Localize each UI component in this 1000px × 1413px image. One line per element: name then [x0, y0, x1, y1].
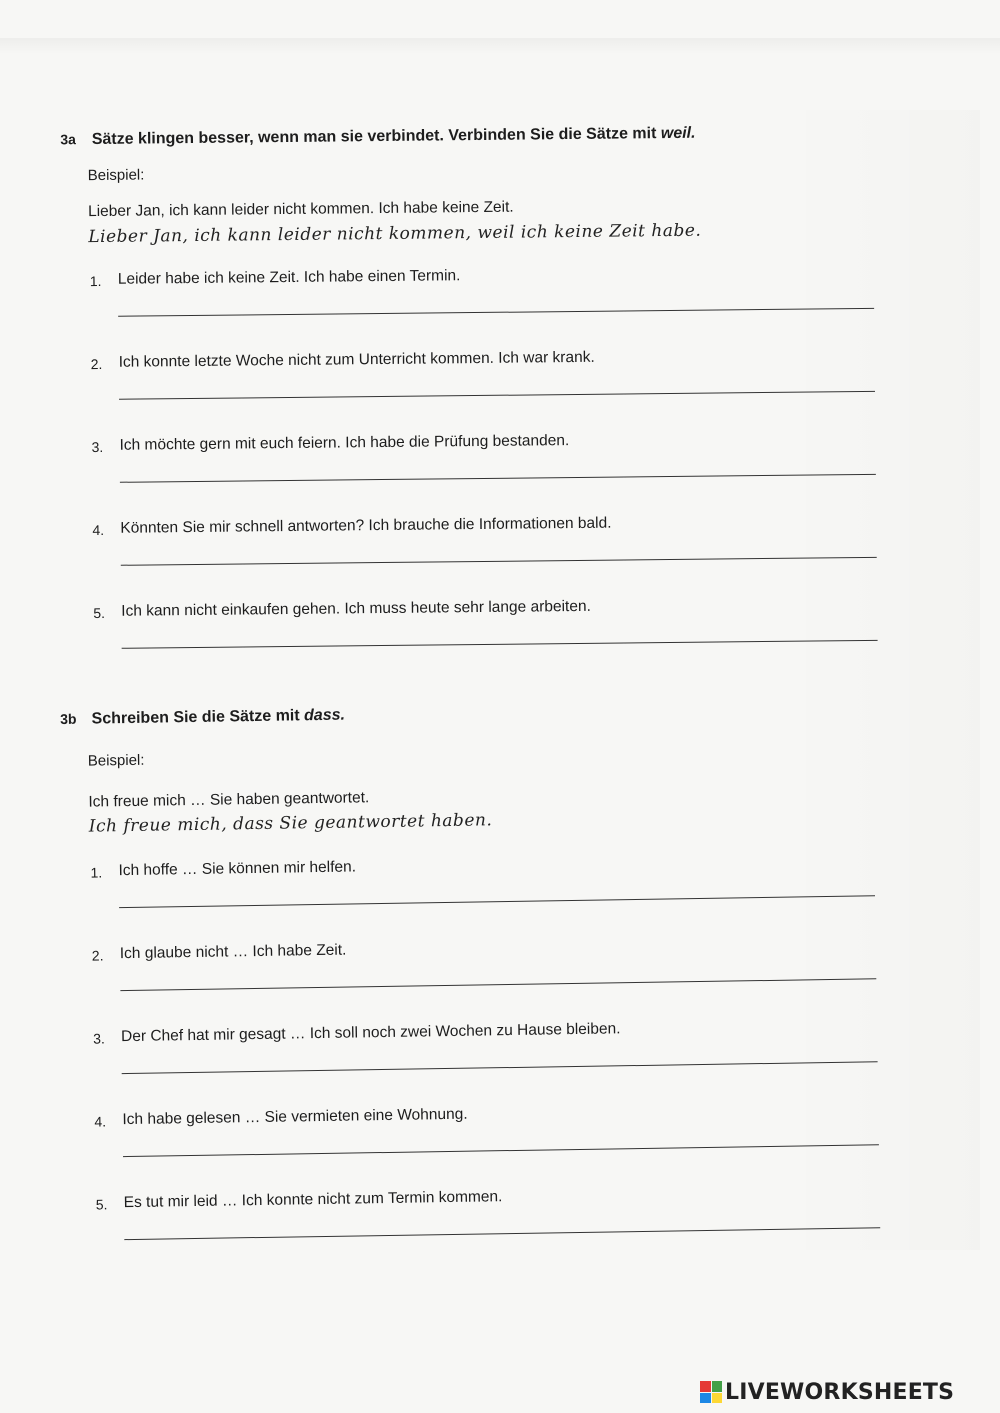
exercise-item [96, 1182, 887, 1254]
answer-input-3a-1[interactable] [118, 308, 874, 317]
answer-input-3b-2[interactable] [120, 978, 876, 991]
logo-square-green [712, 1381, 723, 1392]
example-answer-handwritten: Ich freue mich, dass Sie geantwortet haben. [88, 810, 493, 837]
exercise-3b-heading [60, 707, 345, 729]
item-text: Ich kann nicht einkaufen gehen. Ich muss heute sehr lange arbeiten. [121, 597, 591, 620]
item-text: Ich habe gelesen … Sie vermieten eine Wohnung. [122, 1105, 468, 1129]
exercise-number: 3b [59, 710, 77, 728]
item-number: 3. [91, 438, 104, 456]
answer-input-3b-4[interactable] [123, 1144, 879, 1157]
answer-input-3a-3[interactable] [120, 474, 876, 483]
example-label: Beispiel: [87, 751, 145, 770]
item-text: Es tut mir leid … Ich konnte nicht zum Termin kommen. [123, 1188, 503, 1212]
exercise-3a-heading [60, 125, 695, 150]
item-text: Ich möchte gern mit euch feiern. Ich habe die Prüfung bestanden. [119, 432, 570, 454]
logo-square-blue [700, 1393, 711, 1404]
liveworksheets-logo [700, 1378, 954, 1406]
logo-square-yellow [712, 1393, 723, 1404]
answer-input-3a-4[interactable] [121, 557, 877, 566]
exercise-item [90, 850, 881, 922]
answer-input-3b-5[interactable] [124, 1227, 880, 1240]
exercise-item [92, 512, 883, 580]
exercise-3a [0, 100, 1000, 622]
answer-input-3a-5[interactable] [122, 640, 878, 649]
exercise-item [94, 1099, 885, 1171]
liveworksheets-logo-text: LIVEWORKSHEETS [725, 1379, 955, 1405]
item-text: Ich konnte letzte Woche nicht zum Unterricht kommen. Ich war krank. [118, 348, 595, 371]
exercise-title-emphasis: weil. [660, 124, 696, 143]
item-text: Ich hoffe … Sie können mir helfen. [118, 858, 357, 880]
exercise-item [92, 933, 883, 1005]
exercise-item [91, 429, 882, 497]
answer-input-3a-2[interactable] [119, 391, 875, 400]
item-number: 3. [93, 1030, 105, 1047]
example-label: Beispiel: [87, 166, 145, 185]
answer-input-3b-1[interactable] [119, 895, 875, 908]
exercise-title: Sätze klingen besser, wenn man sie verbindet. Verbinden Sie die Sätze mit [91, 125, 657, 149]
example-sentence: Lieber Jan, ich kann leider nicht kommen. Ich habe keine Zeit. [87, 198, 514, 221]
item-text: Der Chef hat mir gesagt … Ich soll noch zwei Wochen zu Hause bleiben. [120, 1020, 621, 1046]
item-number: 5. [95, 1196, 108, 1213]
item-text: Könnten Sie mir schnell antworten? Ich brauche die Informationen bald. [120, 514, 612, 537]
exercise-item [93, 595, 884, 663]
item-text: Leider habe ich keine Zeit. Ich habe einen Termin. [117, 267, 461, 288]
item-number: 1. [89, 272, 102, 290]
exercise-item [93, 1016, 884, 1088]
exercise-title-emphasis: dass. [303, 706, 346, 725]
scan-shadow [0, 38, 1000, 54]
item-number: 1. [90, 864, 103, 881]
item-number: 2. [90, 355, 103, 373]
answer-input-3b-3[interactable] [122, 1061, 878, 1074]
logo-square-red [700, 1381, 711, 1392]
item-number: 2. [91, 947, 104, 964]
item-text: Ich glaube nicht … Ich habe Zeit. [119, 941, 347, 963]
exercise-number: 3a [60, 131, 76, 148]
example-sentence: Ich freue mich … Sie haben geantwortet. [88, 789, 370, 811]
item-number: 4. [92, 521, 105, 539]
liveworksheets-logo-icon [700, 1381, 722, 1403]
example-answer-handwritten: Lieber Jan, ich kann leider nicht kommen, weil ich keine Zeit habe. [88, 220, 702, 248]
item-number: 5. [93, 604, 106, 622]
item-number: 4. [94, 1113, 107, 1130]
exercise-item [90, 263, 881, 331]
exercise-title: Schreiben Sie die Sätze mit [91, 707, 300, 728]
exercise-item [91, 346, 882, 414]
